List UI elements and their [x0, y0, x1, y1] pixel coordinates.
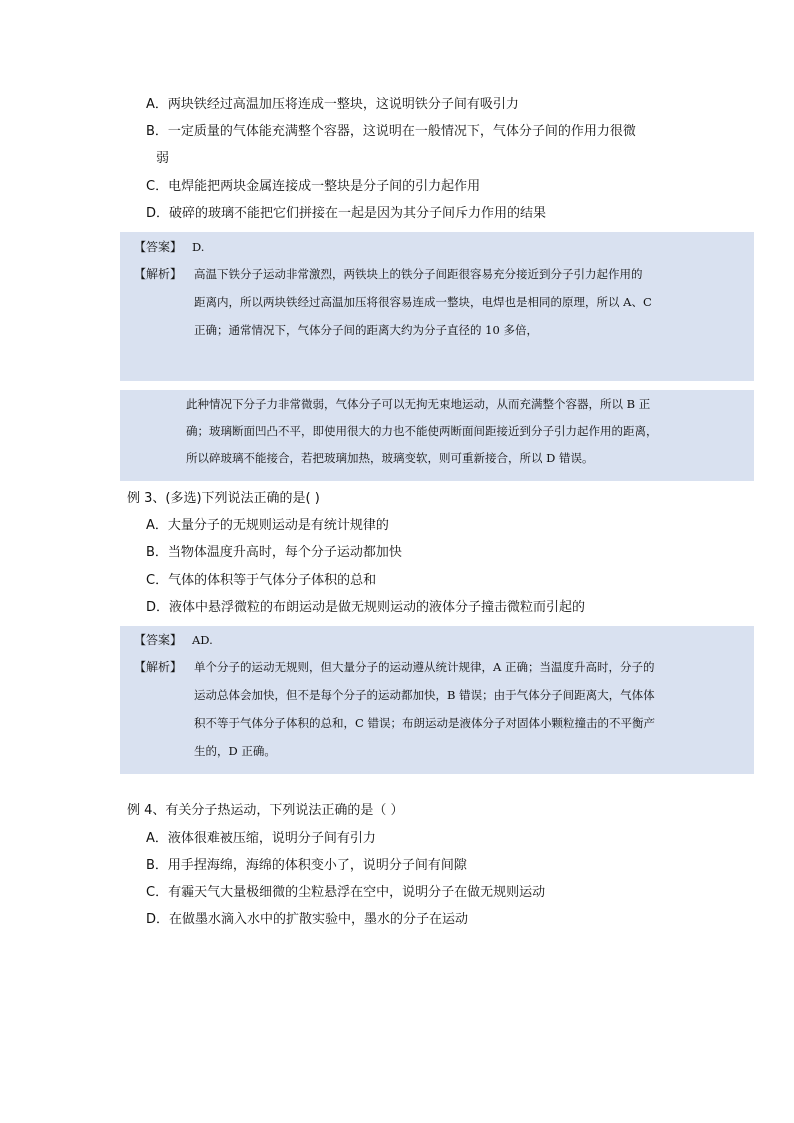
q2-option-a: A．两块铁经过高温加压将连成一整块，这说明铁分子间有吸引力 [146, 97, 519, 112]
q2-option-b: B．一定质量的气体能充满整个容器，这说明在一般情况下，气体分子间的作用力很微 [146, 124, 636, 139]
answer-label: 【答案】 [134, 240, 183, 254]
analysis-line: 高温下铁分子运动非常激烈，两铁块上的铁分子间距很容易充分接近到分子引力起作用的 [194, 267, 643, 281]
q2-option-d: D．破碎的玻璃不能把它们拼接在一起是因为其分子间斥力作用的结果 [146, 206, 547, 221]
analysis-line: 确；玻璃断面凹凸不平，即使用很大的力也不能使两断面间距接近到分子引力起作用的距离， [186, 424, 658, 438]
q3-option-c: C．气体的体积等于气体分子体积的总和 [146, 573, 377, 588]
answer-label: 【答案】 [134, 633, 183, 647]
q2-option-b-continued: 弱 [156, 151, 170, 166]
q2-analysis-continuation-box [120, 390, 754, 481]
analysis-line: 单个分子的运动无规则，但大量分子的运动遵从统计规律，A 正确；当温度升高时，分子的 [194, 660, 655, 674]
analysis-line: 距离内，所以两块铁经过高温加压将很容易连成一整块，电焊也是相同的原理，所以 A、C [194, 295, 652, 309]
q3-title: 例 3、(多选)下列说法正确的是( ) [127, 491, 320, 506]
analysis-line: 运动总体会加快，但不是每个分子的运动都加快，B 错误；由于气体分子间距离大，气体体 [194, 688, 655, 702]
analysis-line: 生的，D 正确。 [194, 744, 276, 758]
analysis-line: 所以碎玻璃不能接合，若把玻璃加热，玻璃变软，则可重新接合，所以 D 错误。 [186, 451, 594, 465]
answer-value: D. [192, 240, 205, 254]
q4-title: 例 4、有关分子热运动，下列说法正确的是（ ） [127, 803, 404, 818]
q2-answer-box [120, 232, 754, 381]
q4-option-d: D．在做墨水滴入水中的扩散实验中，墨水的分子在运动 [146, 912, 469, 927]
q3-option-a: A．大量分子的无规则运动是有统计规律的 [146, 518, 389, 533]
q3-option-b: B．当物体温度升高时，每个分子运动都加快 [146, 545, 402, 560]
analysis-label: 【解析】 [134, 660, 183, 674]
answer-value: AD. [192, 633, 213, 647]
q4-option-c: C．有霾天气大量极细微的尘粒悬浮在空中，说明分子在做无规则运动 [146, 885, 546, 900]
analysis-line: 积不等于气体分子体积的总和，C 错误；布朗运动是液体分子对固体小颗粒撞击的不平衡产 [194, 716, 655, 730]
analysis-label: 【解析】 [134, 267, 183, 281]
q4-option-b: B．用手捏海绵，海绵的体积变小了，说明分子间有间隙 [146, 858, 467, 873]
analysis-line: 正确；通常情况下，气体分子间的距离大约为分子直径的 10 多倍， [194, 323, 538, 337]
q2-option-c: C．电焊能把两块金属连接成一整块是分子间的引力起作用 [146, 179, 481, 194]
q3-answer-box [120, 626, 754, 774]
q3-option-d: D．液体中悬浮微粒的布朗运动是做无规则运动的液体分子撞击微粒而引起的 [146, 600, 586, 615]
analysis-line: 此种情况下分子力非常微弱，气体分子可以无拘无束地运动，从而充满整个容器，所以 B 正 [186, 397, 651, 411]
q4-option-a: A．液体很难被压缩，说明分子间有引力 [146, 831, 376, 846]
